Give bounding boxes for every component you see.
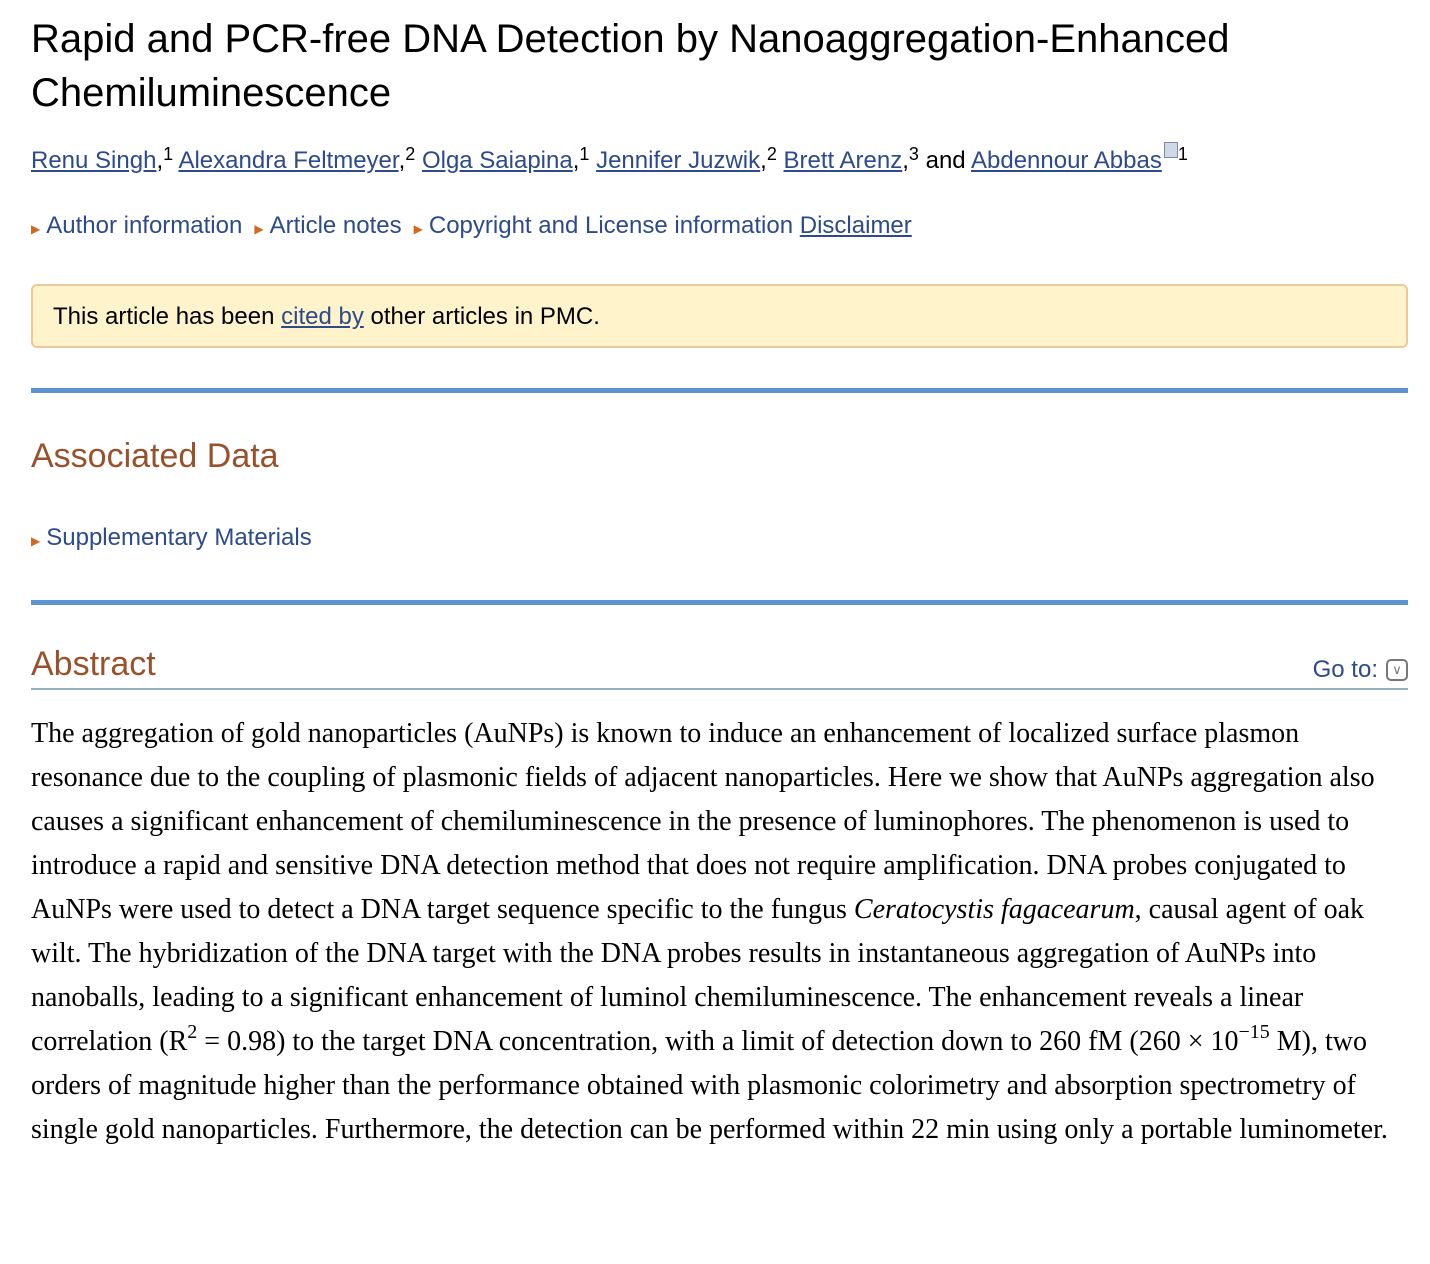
goto-label: Go to: <box>1312 656 1378 683</box>
author-link[interactable]: Olga Saiapina <box>421 147 573 174</box>
notice-text: other articles in PMC. <box>363 303 600 330</box>
triangle-right-icon: ▶ <box>254 222 264 236</box>
abstract-heading: Abstract <box>31 645 156 683</box>
associated-data-heading: Associated Data <box>31 437 279 475</box>
chevron-down-icon[interactable]: ∨ <box>1386 659 1408 681</box>
affiliation-sup: 3 <box>908 144 919 164</box>
triangle-right-icon: ▶ <box>31 222 41 236</box>
article-title: Rapid and PCR-free DNA Detection by Nanoaggregation-Enhanced Chemiluminescence <box>31 17 1230 115</box>
affiliation-sup: 1 <box>579 144 590 164</box>
author-link[interactable]: Alexandra Feltmeyer <box>178 147 399 174</box>
cited-by-link[interactable]: cited by <box>281 303 364 330</box>
affiliation-sup: 2 <box>766 144 777 164</box>
article-notes-toggle[interactable]: Article notes <box>269 212 402 239</box>
supplementary-materials-toggle[interactable]: Supplementary Materials <box>46 524 312 551</box>
goto-menu[interactable] <box>1313 656 1408 684</box>
author-information-toggle[interactable]: Author information <box>46 212 243 239</box>
affiliation-sup: 2 <box>405 144 416 164</box>
abstract-part: M), two orders of magnitude higher than the performance obtained with plasmonic colorimetry and absorption spectrometry of single gold nanoparticles. Furthermore, the detection can be performed within 22 min using only a portable luminometer. <box>31 1026 1388 1145</box>
author-link[interactable]: Brett Arenz <box>783 147 903 174</box>
copyright-toggle[interactable]: Copyright and License information <box>428 212 794 239</box>
superscript: 2 <box>187 1021 198 1043</box>
and-text: and <box>925 147 966 174</box>
abstract-part: = 0.98) to the target DNA concentration, with a limit of detection down to 260 fM (260 × 10 <box>197 1026 1239 1057</box>
cited-by-notice <box>31 284 1408 348</box>
abstract-part: , causal agent of oak wilt. The hybridization of the DNA target with the DNA probes results in instantaneous aggregation of AuNPs into nanoballs, leading to a significant enhancement of luminol chemiluminescence. The enhancement reveals a linear correlation (R <box>31 894 1365 1057</box>
author-link[interactable]: Abdennour Abbas <box>970 147 1162 174</box>
notice-text: This article has been <box>53 303 282 330</box>
author-link[interactable]: Jennifer Juzwik <box>596 147 761 174</box>
triangle-right-icon: ▶ <box>413 222 423 236</box>
author-list: Renu Singh,$^1$ Alexandra Feltmeyer,$^2$ Olga Saiapina,$^1$ Jennifer Juzwik,$^2$ Brett Arenz,$^3$ and Abdennour Abbas $^1$ <box>31 144 1188 174</box>
section-divider <box>31 600 1408 605</box>
affiliation-sup: 1 <box>163 144 174 164</box>
superscript: −15 <box>1238 1021 1270 1043</box>
article-info-links <box>31 212 1408 240</box>
email-icon[interactable] <box>1164 142 1178 158</box>
abstract-text <box>31 712 1408 1152</box>
affiliation-sup: 1 <box>1177 144 1188 164</box>
author-link[interactable]: Renu Singh <box>31 147 157 174</box>
disclaimer-link[interactable]: Disclaimer <box>799 212 912 239</box>
species-name: Ceratocystis fagacearum <box>853 894 1135 925</box>
section-divider <box>31 388 1408 393</box>
triangle-right-icon: ▶ <box>31 534 41 548</box>
abstract-part: The aggregation of gold nanoparticles (AuNPs) is known to induce an enhancement of localized surface plasmon resonance due to the coupling of plasmonic fields of adjacent nanoparticles. Here we show that AuNPs aggregation also causes a significant enhancement of chemiluminescence in the presence of luminophores. The phenomenon is used to introduce a rapid and sensitive DNA detection method that does not require amplification. DNA probes conjugated to AuNPs were used to detect a DNA target sequence specific to the fungus <box>31 718 1375 925</box>
